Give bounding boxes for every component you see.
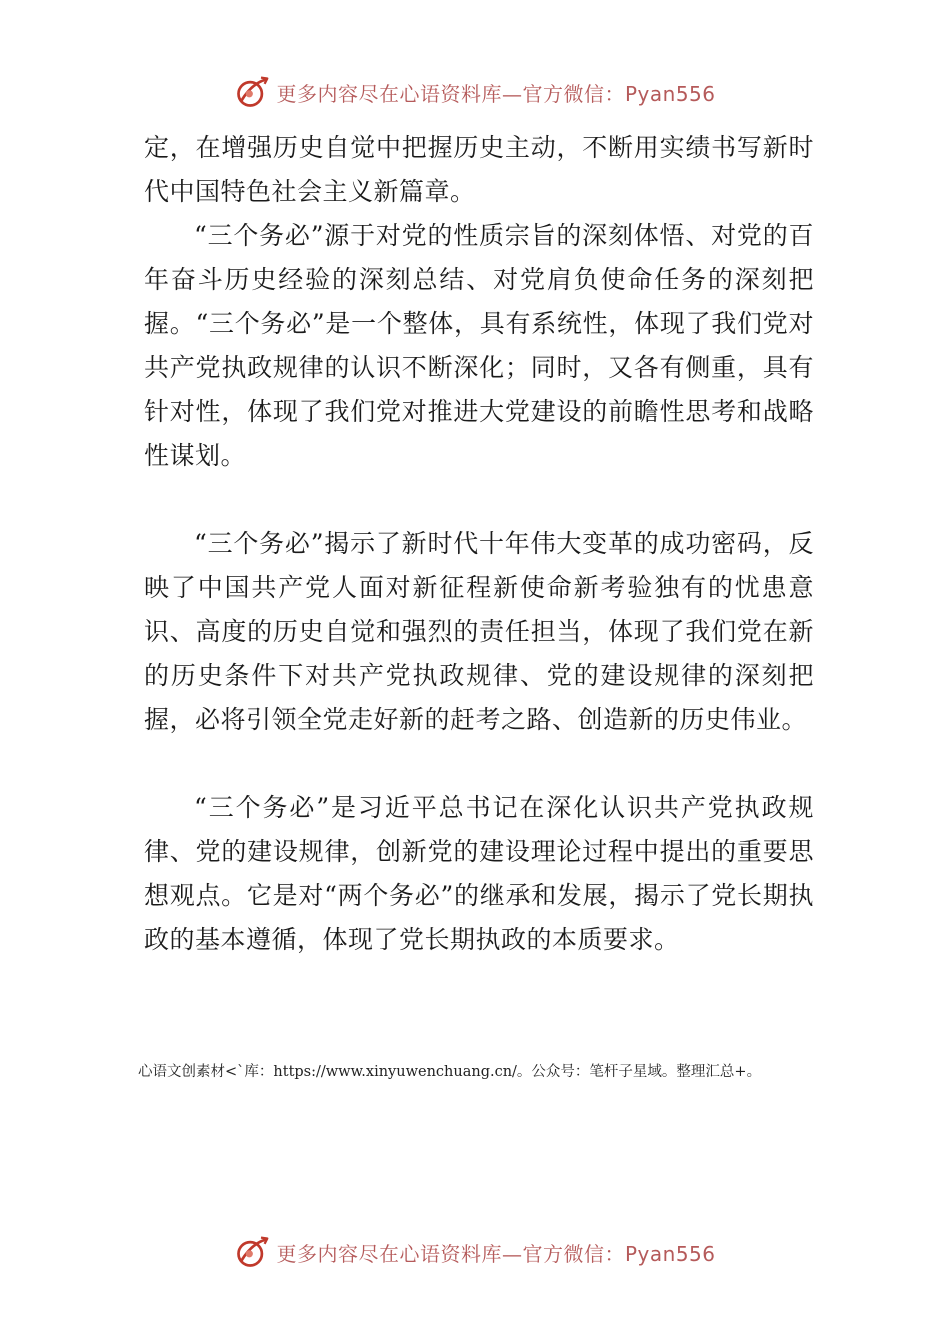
paragraph: “三个务必”揭示了新时代十年伟大变革的成功密码，反映了中国共产党人面对新征程新使命新考验独有的忧患意识、高度的历史自觉和强烈的责任担当，体现了我们党在新的历史条件下对共产党执政规律、党的建设规律的深刻把握，必将引领全党走好新的赶考之路、创造新的历史伟业。 bbox=[144, 529, 814, 734]
footer-text: 更多内容尽在心语资料库—官方微信：Pyan556 bbox=[276, 1241, 716, 1266]
footnote-source: 心语文创素材<`库：https://www.xinyuwenchuang.cn/。公众号：笔杆子星域。整理汇总+。 bbox=[138, 1064, 762, 1080]
header-text: 更多内容尽在心语资料库—官方微信：Pyan556 bbox=[276, 81, 716, 106]
paragraph: “三个务必”源于对党的性质宗旨的深刻体悟、对党的百年奋斗历史经验的深刻总结、对党肩负使命任务的深刻把握。“三个务必”是一个整体，具有系统性，体现了我们党对共产党执政规律的认识不断深化；同时，又各有侧重，具有针对性，体现了我们党对推进大党建设的前瞻性思考和战略性谋划。 bbox=[144, 221, 814, 470]
paragraph: “三个务必”是习近平总书记在深化认识共产党执政规律、党的建设规律，创新党的建设理论过程中提出的重要思想观点。它是对“两个务必”的继承和发展，揭示了党长期执政的基本遵循，体现了党长期执政的本质要求。 bbox=[144, 793, 814, 954]
footer-banner bbox=[0, 1232, 950, 1272]
header-banner bbox=[0, 72, 950, 112]
document-body bbox=[144, 126, 814, 962]
brand-logo-icon bbox=[234, 1234, 270, 1270]
brand-logo-icon bbox=[234, 74, 270, 110]
paragraph-continuation: 定，在增强历史自觉中把握历史主动，不断用实绩书写新时代中国特色社会主义新篇章。 bbox=[144, 133, 814, 206]
